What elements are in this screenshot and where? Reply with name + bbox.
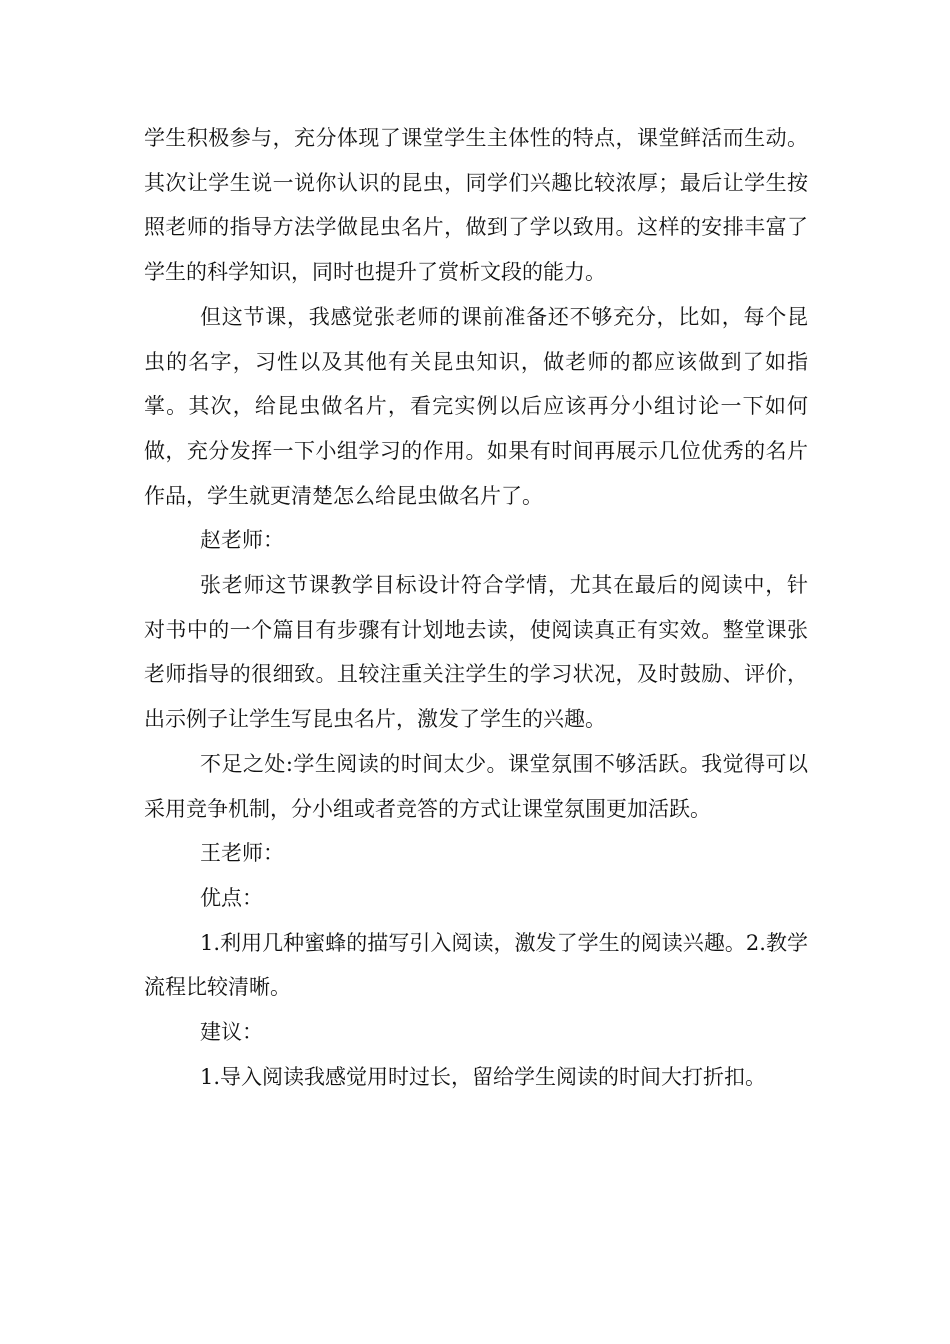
paragraph-critique: 但这节课，我感觉张老师的课前准备还不够充分，比如，每个昆虫的名字，习性以及其他有关昆虫知识，做老师的都应该做到了如指掌。其次，给昆虫做名片，看完实例以后应该再分小组讨论一下如何做，充分发挥一下小组学习的作用。如果有时间再展示几位优秀的名片作品，学生就更清楚怎么给昆虫做名片了。 <box>144 304 808 508</box>
section-label-strengths: 优点： <box>200 885 263 910</box>
paragraph-suggestion-1: 1.导入阅读我感觉用时过长，留给学生阅读的时间大打折扣。 <box>200 1064 767 1089</box>
speaker-label-wang: 王老师： <box>200 841 284 866</box>
speaker-label-zhao: 赵老师： <box>200 528 284 553</box>
document-body <box>144 116 808 1099</box>
paragraph-zhao-shortcoming: 不足之处:学生阅读的时间太少。课堂氛围不够活跃。我觉得可以采用竞争机制，分小组或者竞答的方式让课堂氛围更加活跃。 <box>144 751 808 821</box>
paragraph-strengths-list: 1.利用几种蜜蜂的描写引入阅读，激发了学生的阅读兴趣。2.教学流程比较清晰。 <box>144 930 808 1000</box>
section-label-suggestions: 建议： <box>200 1020 263 1045</box>
paragraph-zhao-comment: 张老师这节课教学目标设计符合学情，尤其在最后的阅读中，针对书中的一个篇目有步骤有计划地去读，使阅读真正有实效。整堂课张老师指导的很细致。且较注重关注学生的学习状况，及时鼓励、评价，出示例子让学生写昆虫名片，激发了学生的兴趣。 <box>144 573 808 732</box>
paragraph-continuation: 学生积极参与，充分体现了课堂学生主体性的特点，课堂鲜活而生动。其次让学生说一说你认识的昆虫，同学们兴趣比较浓厚；最后让学生按照老师的指导方法学做昆虫名片，做到了学以致用。这样的安排丰富了学生的科学知识，同时也提升了赏析文段的能力。 <box>144 126 808 285</box>
